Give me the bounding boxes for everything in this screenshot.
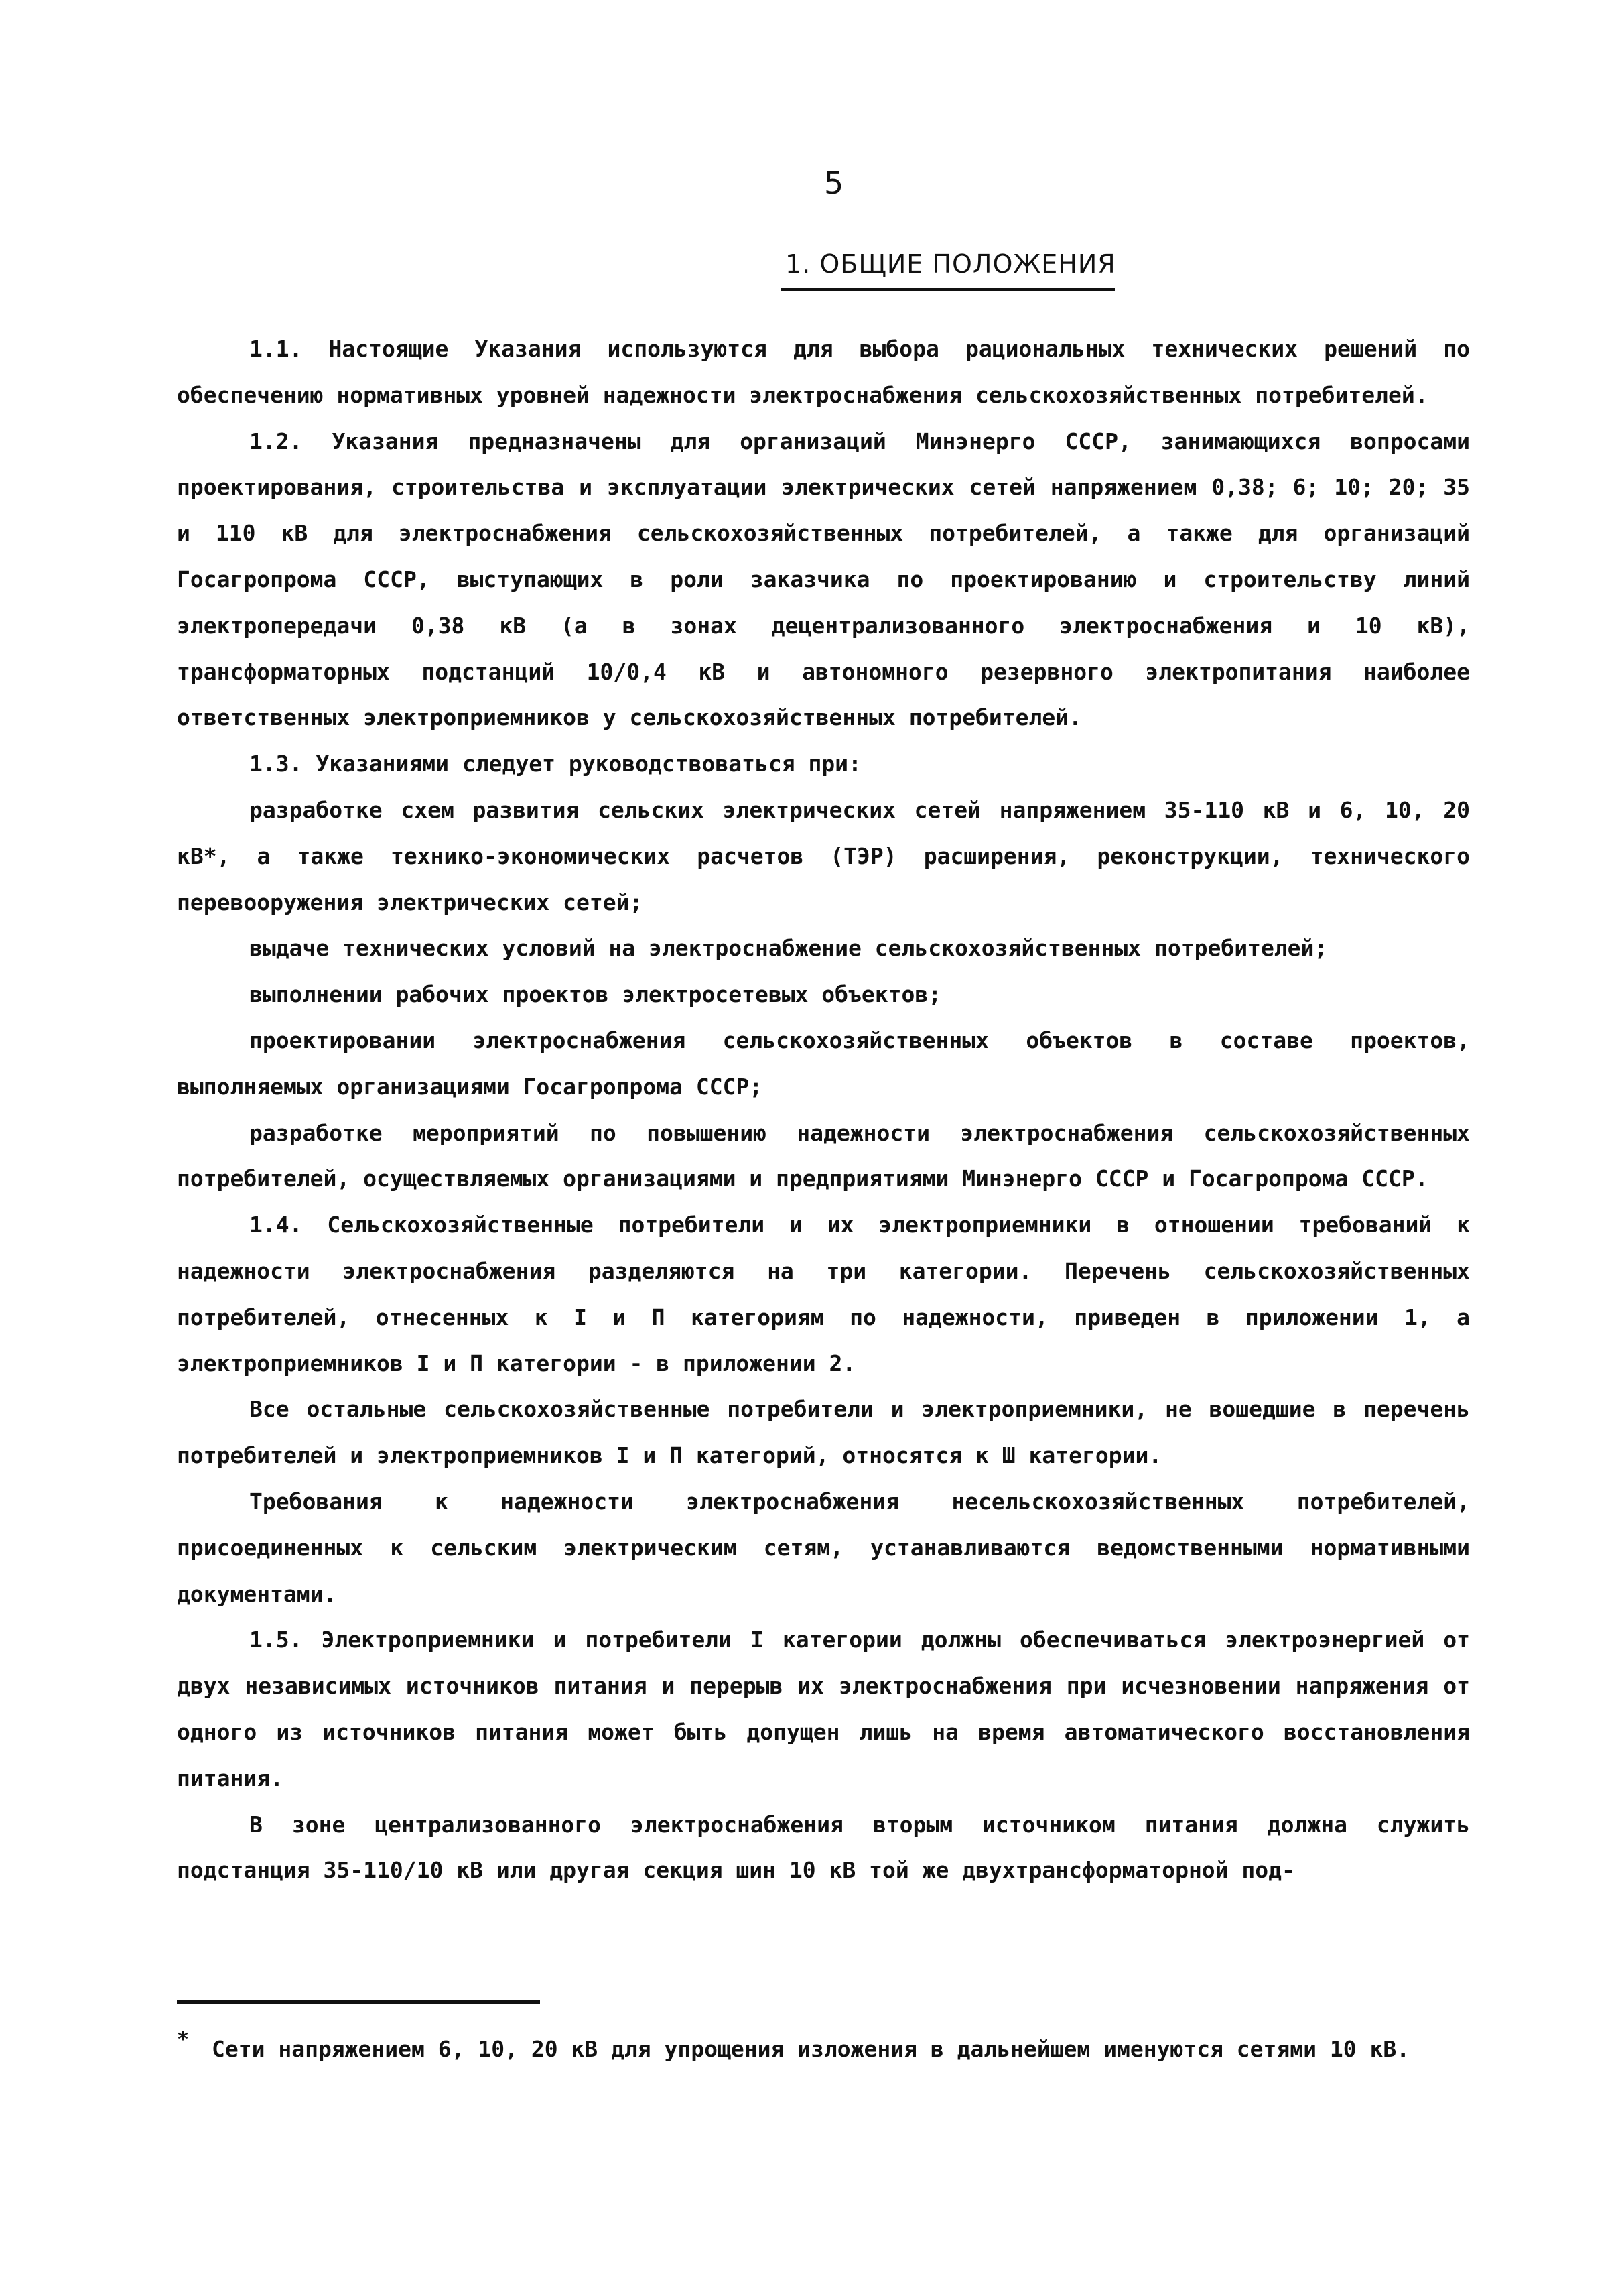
list-item-measures: разработке мероприятий по повышению надежности электроснабжения сельскохозяйственных потребителей, осуществляемых организациями и предприятиями Минэнерго СССР и Госагропрома СССР. [177, 1119, 1470, 1192]
paragraph-non-agricultural: Требования к надежности электроснабжения несельскохозяйственных потребителей, присоединенных к сельским электрическим сетям, устанавливаются ведомственными нормативными документами. [177, 1488, 1470, 1607]
list-item-working-projects: выполнении рабочих проектов электросетевых объектов; [249, 981, 942, 1008]
body-text [177, 326, 1470, 1894]
section-title: 1. ОБЩИЕ ПОЛОЖЕНИЯ [785, 249, 1116, 279]
paragraph-category-3: Все остальные сельскохозяйственные потребители и электроприемники, не вошедшие в перечень потребителей и электроприемников I и П категорий, относятся к Ш категории. [177, 1396, 1470, 1469]
footnote-mark: * [177, 2028, 190, 2051]
paragraph-1-1: 1.1. Настоящие Указания используются для выбора рациональных технических решений по обеспечению нормативных уровней надежности электроснабжения сельскохозяйственных потребителей. [177, 336, 1470, 408]
list-item-design: проектировании электроснабжения сельскохозяйственных объектов в составе проектов, выполняемых организациями Госагропрома СССР; [177, 1027, 1470, 1100]
paragraph-1-2: 1.2. Указания предназначены для организаций Минэнерго СССР, занимающихся вопросами проектирования, строительства и эксплуатации электрических сетей напряжением 0,38; 6; 10; 20; 35 и 110 кВ для электроснабжения сельскохозяйственных потребителей, а также для организаций Госагропрома СССР, выступающих в роли заказчика по проектированию и строительству линий электропередачи 0,38 кВ (а в зонах децентрализованного электроснабжения и 10 кВ), трансформаторных подстанций 10/0,4 кВ и автономного резервного электропитания наиболее ответственных электроприемников у сельскохозяйственных потребителей. [177, 428, 1470, 731]
footnote-text: Сети напряжением 6, 10, 20 кВ для упрощения изложения в дальнейшем именуются сетями 10 кВ. [212, 2036, 1410, 2062]
paragraph-central-supply: В зоне централизованного электроснабжения вторым источником питания должна служить подстанция 35-110/10 кВ или другая секция шин 10 кВ той же двухтрансформаторной под- [177, 1811, 1470, 1884]
paragraph-1-5: 1.5. Электроприемники и потребители I категории должны обеспечиваться электроэнергией от двух независимых источников питания и перерыв их электроснабжения при исчезновении напряжения от одного из источников питания может быть допущен лишь на время автоматического восстановления питания. [177, 1627, 1470, 1791]
footnote-separator [177, 2000, 540, 2004]
footnote [177, 2028, 1436, 2067]
list-item-schemes: разработке схем развития сельских электрических сетей напряжением 35-110 кВ и 6, 10, 20 кВ*, а также технико-экономических расчетов (ТЭР) расширения, реконструкции, технического перевооружения электрических сетей; [177, 796, 1470, 915]
page-number: 5 [824, 165, 844, 201]
list-item-technical-conditions: выдаче технических условий на электроснабжение сельскохозяйственных потребителей; [249, 935, 1328, 962]
paragraph-1-4: 1.4. Сельскохозяйственные потребители и их электроприемники в отношении требований к надежности электроснабжения разделяются на три категории. Перечень сельскохозяйственных потребителей, отнесенных к I и П категориям по надежности, приведен в приложении 1, а электроприемников I и П категории - в приложении 2. [177, 1212, 1470, 1377]
paragraph-1-3: 1.3. Указаниями следует руководствоваться при: [249, 751, 862, 777]
title-underline [781, 288, 1115, 291]
